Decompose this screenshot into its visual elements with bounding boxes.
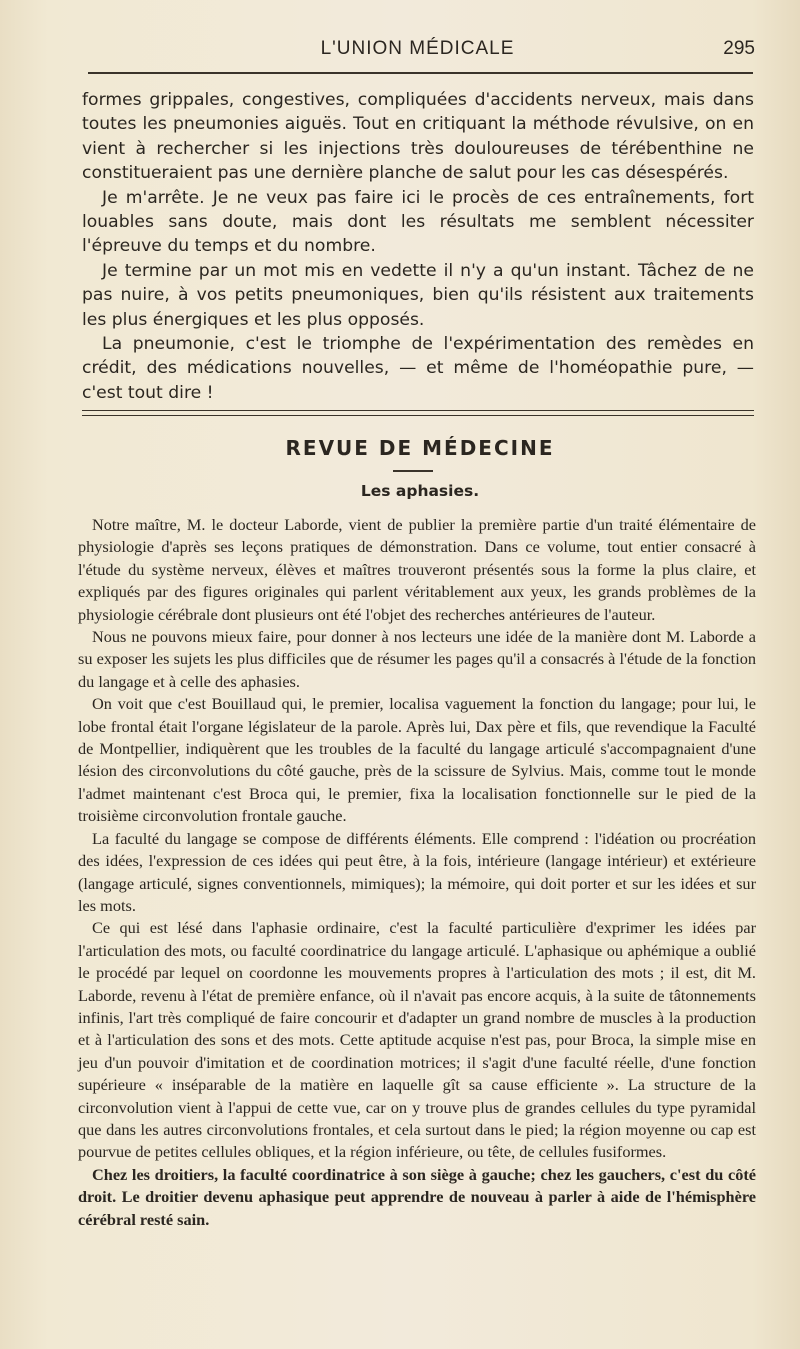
article-title: Les aphasies. — [360, 482, 480, 500]
article-paragraph: Ce qui est lésé dans l'aphasie ordinaire, c'est la faculté particulière d'exprimer les idées par l'articulation des mots, ou faculté coordinatrice du langage articulé. L'aphasique ou aphémique a oublié le procédé par lequel on coordonne les mouvements propres à l'articulation des mots ; il est, dit M. Laborde, revenu à l'état de première enfance, où il n'avait pas encore acquis, à la suite de tâtonnements infinis, l'art très compliqué de faire concourir et d'adapter un grand nombre de muscles à la production et à l'articulation des sons et des mots. Cette aptitude acquise n'est pas, pour Broca, la simple mise en jeu d'un pouvoir d'imitation et de coordination motrices; il s'agit d'une faculté réelle, d'une fonction supérieure « inséparable de la matière en laquelle gît sa cause efficiente ». La structure de la circonvolution vient à l'appui de cette vue, car on y trouve plus de grandes cellules du type pyramidal que dans les autres circonvolutions frontales, et cela surtout dans le pied; la région moyenne ou cap est pourvue de petites cellules obliques, et la région inférieure, ou tête, de cellules fusiformes. — [78, 918, 756, 1162]
intro-text — [82, 88, 754, 405]
running-head — [80, 38, 755, 64]
page-number: 295 — [723, 38, 755, 59]
intro-paragraph: La pneumonie, c'est le triomphe de l'expérimentation des remèdes en crédit, des médications nouvelles, — et même de l'homéopathie pure, — c'est tout dire ! — [82, 334, 754, 403]
article-paragraph: La faculté du langage se compose de différents éléments. Elle comprend : l'idéation ou procréation des idées, l'expression de ces idées qui peut être, à la fois, intérieure (langage intérieur) et extérieure (langage articulé, signes conventionnels, mimiques); la mémoire, qui doit porter et sur les idées et sur les mots. — [78, 828, 756, 915]
journal-title: L'UNION MÉDICALE — [320, 38, 515, 59]
article-paragraph: On voit que c'est Bouillaud qui, le premier, localisa vaguement la fonction du langage; pour lui, le lobe frontal était l'organe législateur de la parole. Après lui, Dax père et fils, que revendique la Faculté de Montpellier, indiquèrent que les troubles de la faculté du langage articulé s'accompagnaient d'une lésion des circonvolutions du côté gauche, près de la scissure de Sylvius. Mais, comme tout le monde l'admet maintenant c'est Broca qui, le premier, fixa la localisation fonctionnelle sur le pied de la troisième circonvolution frontale gauche. — [78, 694, 756, 826]
intro-paragraph: Je m'arrête. Je ne veux pas faire ici le procès de ces entraînements, fort louables sans doute, mais dont les résultats me semblent nécessiter l'épreuve du temps et du nombre. — [82, 187, 754, 257]
section-title: REVUE DE MÉDECINE — [285, 436, 555, 460]
article-paragraph: Notre maître, M. le docteur Laborde, vient de publier la première partie d'un traité élémentaire de physiologie d'après ses leçons pratiques de démonstration. Dans ce volume, tout entier consacré à l'étude du système nerveux, élèves et maîtres trouveront présentés sous la forme la plus claire, et expliqués par des figures originales qui parlent véritablement aux yeux, les grands problèmes de la physiologie cérébrale dont plusieurs ont été l'objet des recherches antérieures de l'auteur. — [78, 515, 756, 624]
article-body — [78, 514, 756, 1231]
title-rule — [393, 470, 433, 472]
section-divider — [82, 410, 754, 416]
article-paragraph: Chez les droitiers, la faculté coordinatrice à son siège à gauche; chez les gauchers, c'est du côté droit. Le droitier devenu aphasique peut apprendre de nouveau à parler à aide de l'hémisphère cérébral resté sain. — [78, 1164, 756, 1229]
intro-paragraph: Je termine par un mot mis en vedette il n'y a qu'un instant. Tâchez de ne pas nuire, à vos petits pneumoniques, bien qu'ils résistent aux traitements les plus énergiques et les plus opposés. — [82, 260, 754, 330]
article-paragraph: Nous ne pouvons mieux faire, pour donner à nos lecteurs une idée de la manière dont M. Laborde a su exposer les sujets les plus difficiles que de résumer les pages qu'il a consacrés à l'étude de la fonction du langage et à celle des aphasies. — [78, 627, 756, 691]
intro-paragraph: formes grippales, congestives, compliquées d'accidents nerveux, mais dans toutes les pneumonies aiguës. Tout en critiquant la méthode révulsive, on en vient à rechercher si les injections très douloureuses de térébenthine ne constitueraient pas une dernière planche de salut pour les cas désespérés. — [82, 90, 754, 184]
header-rule — [88, 72, 753, 74]
